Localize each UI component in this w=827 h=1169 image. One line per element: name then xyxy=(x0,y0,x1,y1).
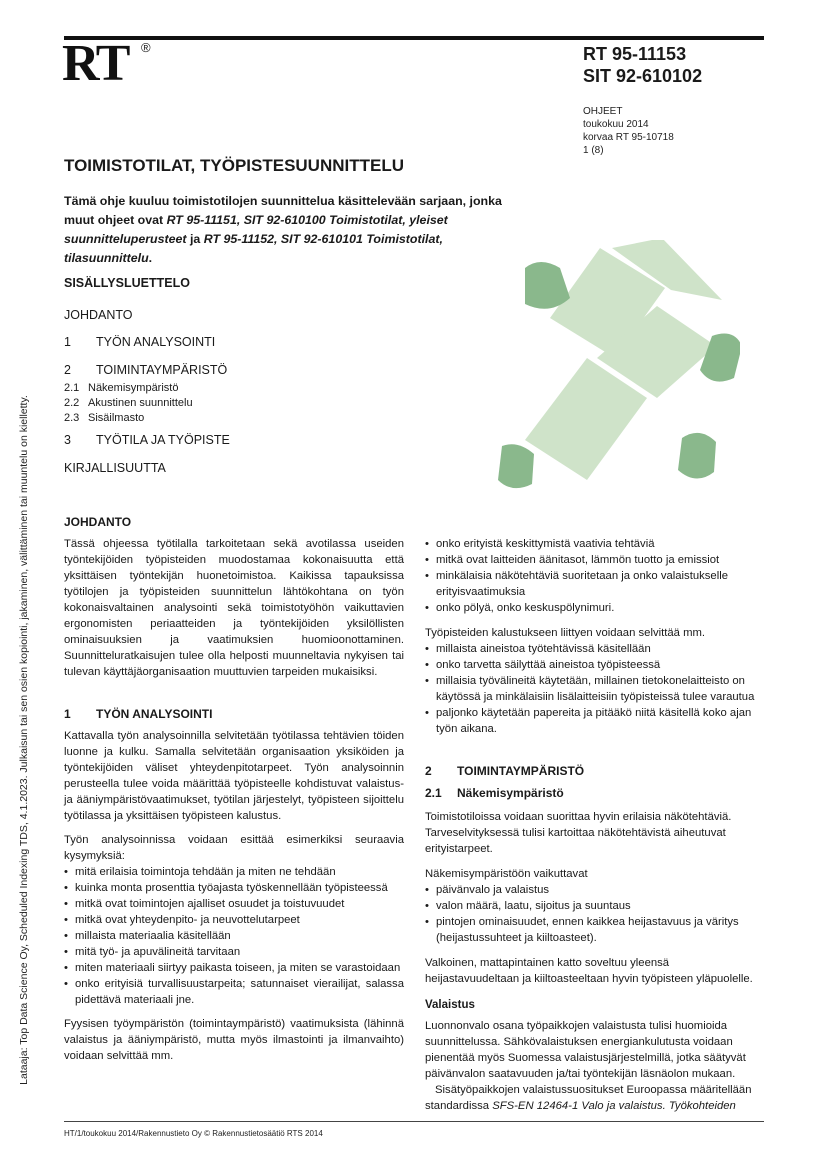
document-meta xyxy=(583,105,674,157)
document-codes xyxy=(583,43,702,87)
list-item: • millaisia työvälineitä käytetään, millainen tietokonelaitteisto on käytössä ja minkälaisiin lisälaitteisiin työpisteissä tulee varautua xyxy=(425,673,765,705)
list-item: • onko erityistä keskittymistä vaativia tehtäviä xyxy=(425,536,765,552)
list-item: • miten materiaali siirtyy paikasta toiseen, ja miten se varastoidaan xyxy=(64,960,404,976)
standard-paragraph xyxy=(425,1082,765,1114)
list-item: • millaista materiaalia käsitellään xyxy=(64,928,404,944)
chair-bottom-left xyxy=(498,444,534,488)
intro-paragraph xyxy=(64,192,534,268)
meta-type: OHJEET xyxy=(583,106,623,117)
furnishing-list xyxy=(425,641,765,737)
page-footer: HT/1/toukokuu 2014/Rakennustieto Oy © Rakennustietosäätiö RTS 2014 xyxy=(64,1129,323,1138)
intro-text-2: ja xyxy=(186,232,204,246)
chair-top-left xyxy=(525,262,570,309)
visual-env-intro: Näkemisympäristöön vaikuttavat xyxy=(425,868,588,880)
list-item: • mitkä ovat toimintojen ajalliset osuudet ja toistuvuudet xyxy=(64,896,404,912)
toc-num: 2 xyxy=(64,363,71,377)
section-2-1-paragraph: Toimistotiloissa voidaan suorittaa hyvin erilaisia näkötehtäviä. Tarveselvityksessä tulisi kartoittaa näkötehtävistä aiheutuvat erityistarpeet. xyxy=(425,811,732,855)
section-number: 2.1 xyxy=(425,786,442,800)
toc-num: 2.2 xyxy=(64,397,80,409)
questions-list xyxy=(64,864,404,1008)
list-item: • onko erityisiä turvallisuustarpeita; satunnaiset vierailijat, salassa pidettävä materiaali jne. xyxy=(64,976,404,1008)
valaistus-paragraph: Luonnonvalo osana työpaikkojen valaistusta tulisi huomioida suunnittelussa. Sähkövalaistuksen energiankulutusta voidaan pienentää myös Suomessa valaistusjärjestelmillä, jotka säätyvät päivänvalon saatavuuden ja/tai työntekijän läsnäolon mukaan. xyxy=(425,1020,746,1080)
requirements-list xyxy=(425,536,765,616)
intro-ref-1: RT 95-11151, SIT 92-610100 Toimistotilat, yleiset suunnitteluperusteet xyxy=(64,213,448,246)
toc-num: 1 xyxy=(64,335,71,349)
list-item: • millaista aineistoa työtehtävissä käsitellään xyxy=(425,641,765,657)
standard-ref: SFS-EN 12464-1 Valo ja valaistus. Työkohteiden xyxy=(492,1100,736,1112)
list-item: • valon määrä, laatu, sijoitus ja suuntaus xyxy=(425,898,765,914)
section-number: 2 xyxy=(425,764,432,778)
standard-text: Sisätyöpaikkojen valaistussuositukset Euroopassa määritellään standardissa xyxy=(425,1084,752,1112)
list-item: • mitkä ovat yhteydenpito- ja neuvottelutarpeet xyxy=(64,912,404,928)
toc-label: Sisäilmasto xyxy=(88,412,145,424)
valaistus-heading: Valaistus xyxy=(425,999,475,1011)
intro-ref-2: RT 95-11152, SIT 92-610101 Toimistotilat, tilasuunnittelu xyxy=(64,232,443,265)
list-item: • mitkä ovat laitteiden äänitasot, lämmön tuotto ja emissiot xyxy=(425,552,765,568)
johdanto-paragraph: Tässä ohjeessa työtilalla tarkoitetaan sekä avotilassa useiden työntekijöiden työpisteiden muodostamaa kokonaisuutta että yksittäisen työntekijän huonetoimistoa. Kaikissa tapauksissa työtilojen ja työpisteiden suunnittelun lähtökohtana on työn kokonaisvaltainen analysointi sekä toimistotyöhön vaikuttavien ergonomisten periaatteiden ja työntekijöiden yksilöllisten ominaisuuksien ja vaatimuksien huomioonottaminen. Suunnitteluratkaisujen tulee olla helposti muunneltavia nykyisen tai tulevan käyttäjäorganisaation muuttuvien tarpeiden mukaisiksi. xyxy=(64,538,404,678)
toc-section-1[interactable] xyxy=(64,335,215,349)
toc-section-2-2[interactable] xyxy=(64,397,193,409)
list-item: • mitä erilaisia toimintoja tehdään ja miten ne tehdään xyxy=(64,864,404,880)
section-2-1-heading xyxy=(425,785,765,801)
section-2-heading xyxy=(425,763,765,779)
right-column xyxy=(425,536,765,1114)
intro-text: Tämä ohje kuuluu toimistotilojen suunnittelua käsittelevään sarjaan, jonka muut ohjeet ovat xyxy=(64,194,502,227)
toc-title: SISÄLLYSLUETTELO xyxy=(64,276,190,290)
johdanto-heading: JOHDANTO xyxy=(64,515,132,529)
toc-label: TYÖN ANALYSOINTI xyxy=(96,335,216,349)
toc-section-2-3[interactable] xyxy=(64,412,144,424)
section-1-heading xyxy=(64,706,404,722)
toc-num: 2.1 xyxy=(64,382,80,394)
toc-johdanto[interactable]: JOHDANTO xyxy=(64,308,133,322)
closing-paragraph: Fyysisen työympäristön (toimintaympäristö) vaatimuksista (lähinnä valaistus ja ääniympäristö, mutta myös ilmastointi ja ilmanvaihto) voidaan selvittää mm. xyxy=(64,1018,404,1062)
ceiling-paragraph: Valkoinen, mattapintainen katto soveltuu yleensä heijastavuudeltaan ja kiiltoasteeltaan hyvin työpisteen yläpuolelle. xyxy=(425,957,753,985)
section-title: Näkemisympäristö xyxy=(457,786,564,800)
sit-code: SIT 92-610102 xyxy=(583,66,703,86)
list-item: • paljonko käytetään papereita ja pitääkö niitä käsitellä koko ajan työn aikana. xyxy=(425,705,765,737)
toc-section-2-1[interactable] xyxy=(64,382,178,394)
list-item: • onko tarvetta säilyttää aineistoa työpisteessä xyxy=(425,657,765,673)
list-item: • minkälaisia näkötehtäviä suoritetaan ja onko valaistukselle erityisvaatimuksia xyxy=(425,568,765,600)
toc-label: TOIMINTAYMPÄRISTÖ xyxy=(96,363,228,377)
rt-logo: RT xyxy=(62,35,129,92)
list-item: • pintojen ominaisuudet, ennen kaikkea heijastavuus ja väritys (heijastussuhteet ja kiiltoasteet). xyxy=(425,914,765,946)
page-title: TOIMISTOTILAT, TYÖPISTESUUNNITTELU xyxy=(64,156,405,175)
rt-code: RT 95-11153 xyxy=(583,44,687,64)
left-column xyxy=(64,514,404,1064)
registered-mark: ® xyxy=(141,40,151,55)
toc-section-2[interactable] xyxy=(64,363,227,377)
section-1-paragraph: Kattavalla työn analysoinnilla selvitetään työtilassa tehtävien töiden luonne ja kulku. Samalla selvitetään organisaation yksiköiden ja työntekijöiden väliset yhteydenpitotarpeet. Työn analysoinnin perusteella tulee voida määrittää työpisteelle kohdistuvat valaistus- ja ääniympäristövaatimukset, työtilan järjestelyt, työpisteen sijoittelu työtilassa ja yksittäisen työpisteen kalustus. xyxy=(64,730,404,822)
furnishing-intro: Työpisteiden kalustukseen liittyen voidaan selvittää mm. xyxy=(425,627,706,639)
toc-num: 3 xyxy=(64,433,71,447)
header-rule xyxy=(64,36,764,40)
toc-label: Näkemisympäristö xyxy=(88,382,179,394)
section-title: TOIMINTAYMPÄRISTÖ xyxy=(457,764,585,778)
list-item: • kuinka monta prosenttia työajasta työskennellään työpisteessä xyxy=(64,880,404,896)
workstation-illustration xyxy=(490,240,740,520)
toc-kirjallisuutta[interactable]: KIRJALLISUUTTA xyxy=(64,461,166,475)
list-item: • päivänvalo ja valaistus xyxy=(425,882,765,898)
questions-intro: Työn analysoinnissa voidaan esittää esimerkiksi seuraavia kysymyksiä: xyxy=(64,834,404,862)
intro-text-3: . xyxy=(148,251,153,265)
list-item: • mitä työ- ja apuvälineitä tarvitaan xyxy=(64,944,404,960)
section-number: 1 xyxy=(64,707,71,721)
meta-replaces: korvaa RT 95-10718 xyxy=(583,132,674,143)
download-notice: Lataaja: Top Data Science Oy, Scheduled Indexing TDS, 4.1.2023. Julkaisun tai sen osien kopiointi, jakaminen, välittäminen tai muuntelu on kielletty. xyxy=(18,395,30,1085)
toc-label: Akustinen suunnittelu xyxy=(88,397,193,409)
meta-date: toukokuu 2014 xyxy=(583,119,649,130)
toc-label: TYÖTILA JA TYÖPISTE xyxy=(96,433,230,447)
meta-page: 1 (8) xyxy=(583,145,604,156)
toc-num: 2.3 xyxy=(64,412,80,424)
section-title: TYÖN ANALYSOINTI xyxy=(96,707,213,721)
visual-env-list xyxy=(425,882,765,946)
chair-right-lower xyxy=(678,433,716,479)
list-item: • onko pölyä, onko keskuspölynimuri. xyxy=(425,600,765,616)
footer-rule xyxy=(64,1121,764,1122)
toc-section-3[interactable] xyxy=(64,433,230,447)
